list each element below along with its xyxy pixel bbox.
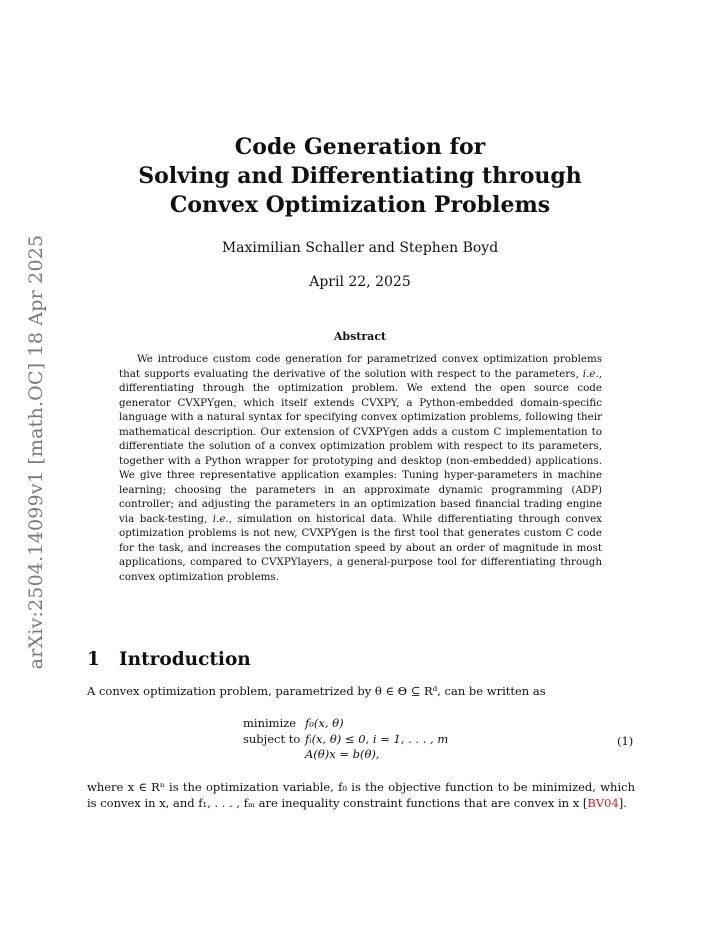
abstract-text-3: , simulation on historical data. While differentiating through convex optimization problems is not new, CVXPYgen is the first tool that generates custom C code for the task, and increases the computation speed by about an order of magnitude in most applications, compared to CVXPYlayers, a general-purpose tool for differentiating through convex optimization problems. [119,512,602,583]
section-title: Introduction [119,649,251,670]
objective-expression: f₀(x, θ) [305,716,344,730]
inequality-constraints: fᵢ(x, θ) ≤ 0, i = 1, . . . , m [305,731,449,746]
abstract-body [119,352,602,584]
citation-link[interactable]: BV04 [587,795,619,810]
follow-text-end: ]. [618,795,627,810]
equation-number: (1) [617,734,634,748]
paper-title [90,133,630,220]
section-number: 1 [87,649,100,670]
follow-paragraph [87,780,635,811]
problem-equality-row [243,747,448,763]
authors: Maximilian Schaller and Stephen Boyd [221,240,499,256]
equality-constraint: A(θ)x = b(θ), [305,747,380,761]
problem-objective-row [243,716,448,732]
intro-paragraph: A convex optimization problem, parametrized by θ ∈ Θ ⊆ Rᵈ, can be written as [87,684,546,698]
title-line-3: Convex Optimization Problems [169,192,551,218]
abstract-text-2: , differentiating through the optimization problem. We extend the open source code generator CVXPYgen, which itself extends CVXPY, a Python-embedded domain-specific language with a natural syntax for specifying convex optimization problems, following their mathematical description. Our extension of CVXPYgen adds a custom C implementation to differentiate the solution of a convex optimization problem with respect to its parameters, together with a Python wrapper for prototyping and desktop (non-embedded) applications. We give three representative application examples: Tuning hyper-parameters in machine learning; choosing the parameters in an approximate dynamic programming (ADP) controller; and adjusting the parameters in an optimization based financial trading engine via back-testing, [119,367,602,525]
abstract-ie-2: i.e. [212,512,229,525]
follow-text: where x ∈ Rⁿ is the optimization variable, f₀ is the objective function to be minimized, which is convex in x, and f₁, . . . , fₘ are inequality constraint functions that are convex in x [ [87,780,635,810]
problem-inequality-row [243,732,448,748]
section-heading [87,649,251,670]
label-spacer [243,747,305,763]
optimization-problem [243,716,448,763]
subject-to-label: subject to [243,731,301,746]
minimize-label: minimize [243,716,297,730]
abstract-ie-1: i.e. [582,367,599,380]
title-line-1: Code Generation for [234,134,486,160]
abstract-text-1: We introduce custom code generation for parametrized convex optimization problems that supports evaluating the derivative of the solution with respect to the parameters, [119,353,602,380]
abstract-heading: Abstract [333,330,387,343]
date: April 22, 2025 [309,274,411,290]
title-line-2: Solving and Differentiating through [138,163,582,189]
arxiv-identifier: arXiv:2504.14099v1 [math.OC] 18 Apr 2025 [25,234,47,670]
